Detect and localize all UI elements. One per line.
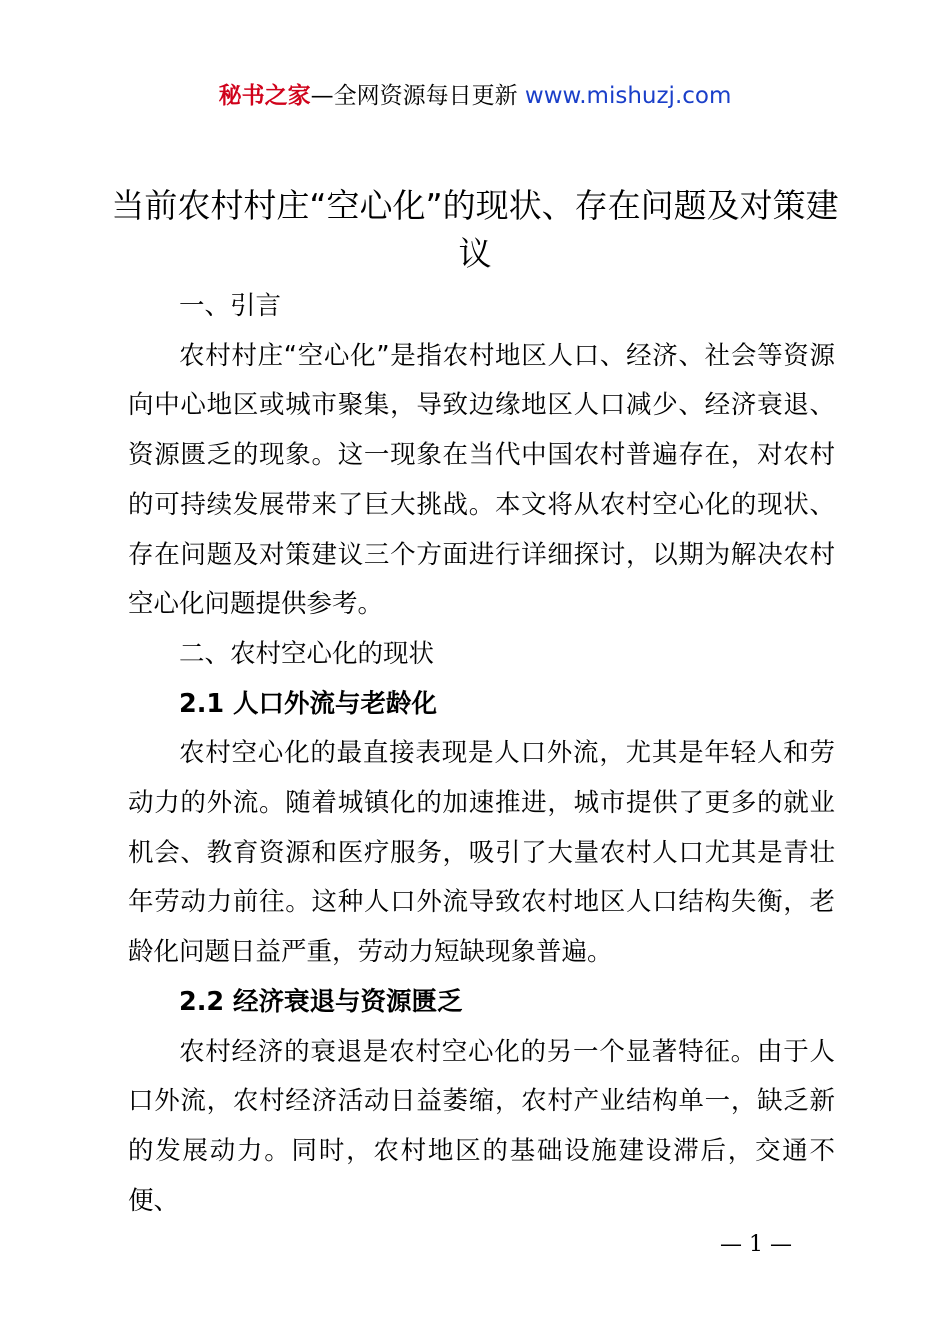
site-url-link[interactable]: www.mishuzj.com — [524, 83, 732, 109]
intro-paragraph: 农村村庄“空心化”是指农村地区人口、经济、社会等资源向中心地区或城市聚集，导致边缘地区人口减少、经济衰退、资源匮乏的现象。这一现象在当代中国农村普遍存在，对农村的可持续发展带来了巨大挑战。本文将从农村空心化的现状、存在问题及对策建议三个方面进行详细探讨，以期为解决农村空心化问题提供参考。 — [128, 340, 835, 620]
subsection-heading-population: 2.1 人口外流与老龄化 — [179, 688, 438, 719]
document-title: 当前农村村庄“空心化”的现状、存在问题及对策建议 — [111, 186, 839, 273]
section-heading-status: 二、农村空心化的现状 — [179, 638, 435, 669]
header-tagline: —全网资源每日更新 — [310, 83, 525, 109]
population-paragraph: 农村空心化的最直接表现是人口外流，尤其是年轻人和劳动力的外流。随着城镇化的加速推进，城市提供了更多的就业机会、教育资源和医疗服务，吸引了大量农村人口尤其是青壮年劳动力前往。这种人口外流导致农村地区人口结构失衡，老龄化问题日益严重，劳动力短缺现象普遍。 — [128, 738, 835, 968]
subsection-heading-economy: 2.2 经济衰退与资源匮乏 — [179, 986, 463, 1017]
site-header — [0, 80, 950, 112]
document-body — [128, 282, 835, 1226]
brand-name: 秘书之家 — [218, 83, 311, 109]
economy-paragraph: 农村经济的衰退是农村空心化的另一个显著特征。由于人口外流，农村经济活动日益萎缩，农村产业结构单一，缺乏新的发展动力。同时，农村地区的基础设施建设滞后，交通不便、 — [128, 1036, 835, 1216]
page-number: — 1 — — [720, 1232, 792, 1257]
section-heading-intro: 一、引言 — [179, 291, 282, 321]
